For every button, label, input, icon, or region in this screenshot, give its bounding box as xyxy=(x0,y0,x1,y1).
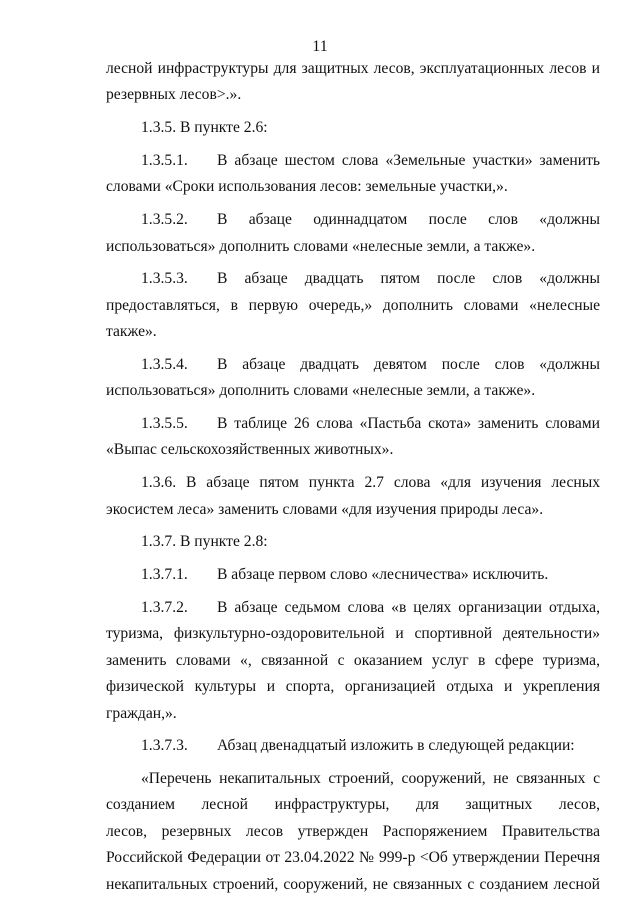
line-text: В абзаце пятом пункта 2.7 слова «для изучения лесных xyxy=(186,474,600,492)
paragraph xyxy=(106,207,600,260)
paragraph xyxy=(106,148,600,201)
text-line xyxy=(106,437,600,463)
line-text: туризма, физкультурно-оздоровительной и спортивной деятельности» xyxy=(106,625,600,643)
line-text: В абзаце двадцать девятом после слов «должны xyxy=(217,355,600,373)
text-line xyxy=(106,411,600,437)
text-line xyxy=(106,872,600,898)
line-text: заменить словами «, связанной с оказанием услуг в сфере туризма, xyxy=(106,651,600,669)
text-line xyxy=(106,174,600,200)
line-text: созданием лесной инфраструктуры, для защитных лесов, xyxy=(106,796,600,814)
clause-number: 1.3.5. xyxy=(141,119,177,137)
clause-number: 1.3.7.3. xyxy=(141,737,188,755)
paragraph xyxy=(106,470,600,523)
text-line xyxy=(106,562,600,588)
text-line xyxy=(106,378,600,404)
line-text: лесов, резервных лесов утвержден Распоряжением Правительства xyxy=(106,822,600,840)
clause-number: 1.3.7. xyxy=(141,533,177,551)
text-line xyxy=(106,845,600,871)
paragraph xyxy=(106,562,600,588)
paragraph xyxy=(106,733,600,759)
line-text: В таблице 26 слова «Пастьба скота» заменить словами xyxy=(217,415,600,433)
paragraph xyxy=(106,266,600,345)
line-text: В пункте 2.8: xyxy=(180,533,268,551)
text-line xyxy=(106,648,600,674)
line-text: «Перечень некапитальных строений, сооружений, не связанных с xyxy=(141,770,600,788)
line-text: предоставляться, в первую очередь,» дополнить словами «нелесные xyxy=(106,296,600,314)
text-line xyxy=(106,266,600,292)
paragraph xyxy=(106,115,600,141)
line-text: В абзаце седьмом слова «в целях организации отдыха, xyxy=(217,598,600,616)
text-line xyxy=(106,733,600,759)
line-text: В абзаце двадцать пятом после слов «должны xyxy=(217,270,600,288)
line-text: использоваться» дополнить словами «нелесные земли, а также». xyxy=(106,382,536,400)
line-text: Абзац двенадцатый изложить в следующей редакции: xyxy=(217,737,575,755)
text-line xyxy=(106,529,600,555)
text-line xyxy=(106,352,600,378)
line-text: В абзаце одиннадцатом после слов «должны xyxy=(217,211,600,229)
paragraph xyxy=(106,352,600,405)
line-text: экосистем леса» заменить словами «для изучения природы леса». xyxy=(106,500,544,518)
text-line xyxy=(106,497,600,523)
clause-number: 1.3.6. xyxy=(141,474,177,492)
line-text: В абзаце первом слово «лесничества» исключить. xyxy=(217,566,549,584)
text-line xyxy=(106,234,600,260)
text-line xyxy=(106,701,600,727)
paragraph xyxy=(106,595,600,727)
text-line xyxy=(106,82,600,108)
line-text: «Выпас сельскохозяйственных животных». xyxy=(106,441,394,459)
clause-number: 1.3.5.1. xyxy=(141,151,188,169)
text-line xyxy=(106,766,600,792)
line-text: В пункте 2.6: xyxy=(180,119,268,137)
text-line xyxy=(106,792,600,818)
clause-number: 1.3.5.2. xyxy=(141,211,188,229)
paragraph xyxy=(106,529,600,555)
text-line xyxy=(106,595,600,621)
line-text: некапитальных строений, сооружений, не связанных с созданием лесной xyxy=(106,875,600,893)
clause-number: 1.3.5.4. xyxy=(141,355,188,373)
line-text: словами «Сроки использования лесов: земельные участки,». xyxy=(106,178,508,196)
line-text: также». xyxy=(106,323,157,341)
clause-number: 1.3.5.5. xyxy=(141,415,188,433)
text-line xyxy=(106,293,600,319)
text-line xyxy=(106,621,600,647)
clause-number: 1.3.7.2. xyxy=(141,598,188,616)
text-line xyxy=(106,207,600,233)
line-text: физической культуры и спорта, организацией отдыха и укрепления xyxy=(106,678,600,696)
text-line xyxy=(106,148,600,174)
clause-number: 1.3.5.3. xyxy=(141,270,188,288)
line-text: Российской Федерации от 23.04.2022 № 999-р <Об утверждении Перечня xyxy=(106,849,600,867)
page-number: 11 xyxy=(312,38,328,55)
text-line xyxy=(106,674,600,700)
line-text: лесной инфраструктуры для защитных лесов, эксплуатационных лесов и xyxy=(106,60,600,77)
text-line xyxy=(106,319,600,345)
line-text: резервных лесов>.». xyxy=(106,86,242,104)
paragraph xyxy=(106,766,600,898)
text-line xyxy=(106,819,600,845)
text-line xyxy=(106,470,600,496)
text-line xyxy=(106,56,600,82)
line-text: граждан,». xyxy=(106,704,177,722)
text-line xyxy=(106,115,600,141)
document-body xyxy=(106,56,600,898)
paragraph xyxy=(106,56,600,109)
clause-number: 1.3.7.1. xyxy=(141,566,188,584)
line-text: В абзаце шестом слова «Земельные участки» заменить xyxy=(217,151,600,169)
paragraph xyxy=(106,411,600,464)
line-text: использоваться» дополнить словами «нелесные земли, а также». xyxy=(106,237,536,255)
